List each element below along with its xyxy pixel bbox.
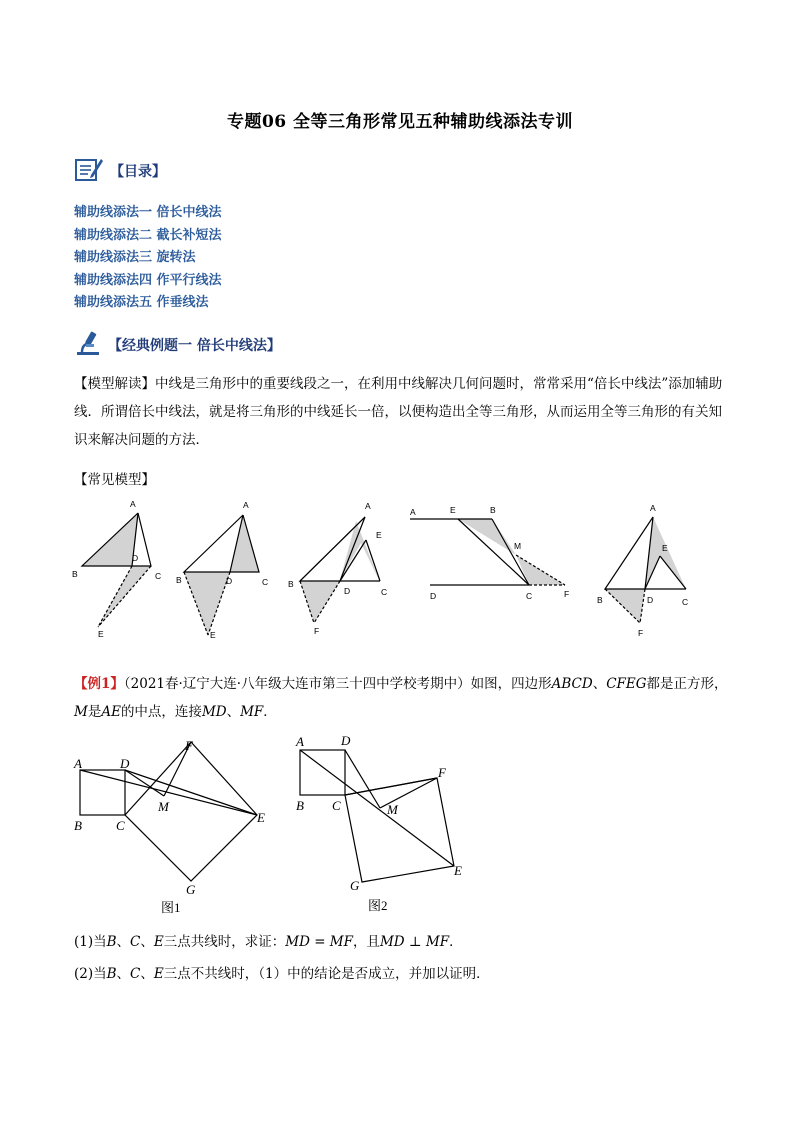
fig-label: E xyxy=(454,863,462,878)
fig-label: M xyxy=(387,802,398,817)
model-label: E xyxy=(98,629,104,639)
question-text: ，且 xyxy=(352,934,380,950)
separator: 、 xyxy=(592,676,607,692)
fig-caption: 图2 xyxy=(368,898,388,913)
separator: 、 xyxy=(116,966,131,982)
model-2-diagram xyxy=(176,500,268,640)
model-label: C xyxy=(682,597,689,607)
question-text: 三点不共线时，（1）中的结论是否成立，并加以证明． xyxy=(163,966,490,982)
example-source: （2021春·辽宁大连·八年级大连市第三十四中学校考期中）如图，四边形 xyxy=(123,676,552,692)
example-text: 的中点，连接 xyxy=(120,704,202,720)
model-intro-label: 【模型解读】 xyxy=(74,376,155,392)
example-text: 都是正方形， xyxy=(646,676,728,692)
math-var: C xyxy=(130,934,141,950)
model-label: B xyxy=(490,505,496,515)
model-label: E xyxy=(376,530,382,540)
question-1 xyxy=(74,928,734,956)
question-text: ． xyxy=(449,934,463,950)
question-text: (2)当 xyxy=(74,966,107,982)
fig-label: B xyxy=(74,818,82,833)
toc-item[interactable]: 辅助线添法二 截长补短法 xyxy=(74,227,222,243)
separator: 、 xyxy=(140,934,154,950)
model-3-diagram xyxy=(288,501,387,636)
model-label: F xyxy=(314,626,320,636)
model-label: A xyxy=(650,503,656,513)
model-label: D xyxy=(430,591,437,601)
example-figures xyxy=(60,728,480,918)
toc-label: 【目录】 xyxy=(110,164,166,180)
question-2 xyxy=(74,960,734,988)
model-label: C xyxy=(155,571,162,581)
fig-caption: 图1 xyxy=(161,900,181,915)
toc-item[interactable]: 辅助线添法三 旋转法 xyxy=(74,250,196,265)
model-label: A xyxy=(130,499,136,509)
model-label: E xyxy=(662,543,668,553)
fig-label: D xyxy=(341,733,351,748)
fig-label: D xyxy=(120,756,130,771)
model-5-diagram xyxy=(597,503,688,638)
math-var: MD xyxy=(201,704,227,720)
model-label: A xyxy=(243,500,249,510)
model-label: E xyxy=(450,505,456,515)
math-var: B xyxy=(106,934,117,950)
math-var: MF xyxy=(240,704,264,720)
toc-heading xyxy=(74,156,166,186)
example-1 xyxy=(74,670,734,726)
math-var: AE xyxy=(101,704,121,720)
fig-label: B xyxy=(296,798,304,813)
math-expr: MD ⊥ MF xyxy=(379,934,450,950)
fig-label: F xyxy=(185,738,193,753)
fig-label: F xyxy=(438,765,446,780)
model-label: F xyxy=(564,589,570,599)
separator: 、 xyxy=(116,934,131,950)
common-models-label: 【常见模型】 xyxy=(74,472,155,488)
microscope-icon xyxy=(74,329,104,361)
model-label: D xyxy=(226,576,233,586)
model-label: F xyxy=(638,628,644,638)
toc-list xyxy=(74,202,222,315)
section-label: 【经典例题一 倍长中线法】 xyxy=(108,338,281,354)
toc-item[interactable]: 辅助线添法一 倍长中线法 xyxy=(74,205,222,220)
math-var: E xyxy=(153,966,164,982)
math-expr: MD = MF xyxy=(285,934,353,950)
model-label: D xyxy=(132,553,139,563)
fig-label: C xyxy=(116,818,125,833)
model-label: B xyxy=(288,579,294,589)
page-title: 专题06 全等三角形常见五种辅助线添法专训 xyxy=(226,112,574,132)
common-models-diagrams xyxy=(60,495,750,645)
fig-label: A xyxy=(74,756,82,771)
figure-1 xyxy=(73,738,265,915)
fig-label: G xyxy=(186,882,196,897)
fig-label: A xyxy=(296,734,304,749)
model-label: B xyxy=(597,595,603,605)
model-label: C xyxy=(381,587,388,597)
model-label: C xyxy=(526,591,533,601)
math-var: B xyxy=(106,966,117,982)
model-label: B xyxy=(176,575,182,585)
fig-label: E xyxy=(257,810,265,825)
fig-label: C xyxy=(332,798,341,813)
model-label: C xyxy=(262,577,269,587)
toc-item[interactable]: 辅助线添法五 作垂线法 xyxy=(74,295,209,310)
model-label: B xyxy=(72,569,78,579)
model-label: E xyxy=(210,630,216,640)
section-heading xyxy=(74,330,281,360)
math-var: E xyxy=(153,934,164,950)
pencil-notepad-icon xyxy=(74,155,104,187)
example-text: 是 xyxy=(87,704,102,720)
model-label: D xyxy=(344,586,351,596)
toc-item[interactable]: 辅助线添法四 作平行线法 xyxy=(74,272,222,288)
example-label: 【例1】 xyxy=(74,676,124,692)
math-var: CFEG xyxy=(606,676,647,692)
model-label: A xyxy=(365,501,371,511)
math-var: ABCD xyxy=(551,676,593,692)
question-text: (1)当 xyxy=(74,934,107,950)
model-label: A xyxy=(410,507,416,517)
separator: 、 xyxy=(226,704,241,720)
separator: 、 xyxy=(140,966,154,982)
math-var: C xyxy=(130,966,141,982)
fig-label: M xyxy=(158,799,169,814)
question-text: 三点共线时，求证： xyxy=(163,934,286,950)
model-label: M xyxy=(514,541,522,551)
model-intro-text: 中线是三角形中的重要线段之一，在利用中线解决几何问题时，常常采用“倍长中线法”添加辅助线．所谓倍长中线法，就是将三角形的中线延长一倍，以便构造出全等三角形，从而运用全等三角形的有关知识来解决问题的方法． xyxy=(74,376,723,448)
fig-label: G xyxy=(350,878,360,893)
model-label: D xyxy=(647,595,654,605)
math-var: M xyxy=(74,704,88,720)
model-4-diagram xyxy=(410,505,569,601)
model-intro xyxy=(74,370,734,454)
example-text: ． xyxy=(263,704,277,720)
model-1-diagram xyxy=(72,499,161,639)
figure-2 xyxy=(295,733,462,913)
